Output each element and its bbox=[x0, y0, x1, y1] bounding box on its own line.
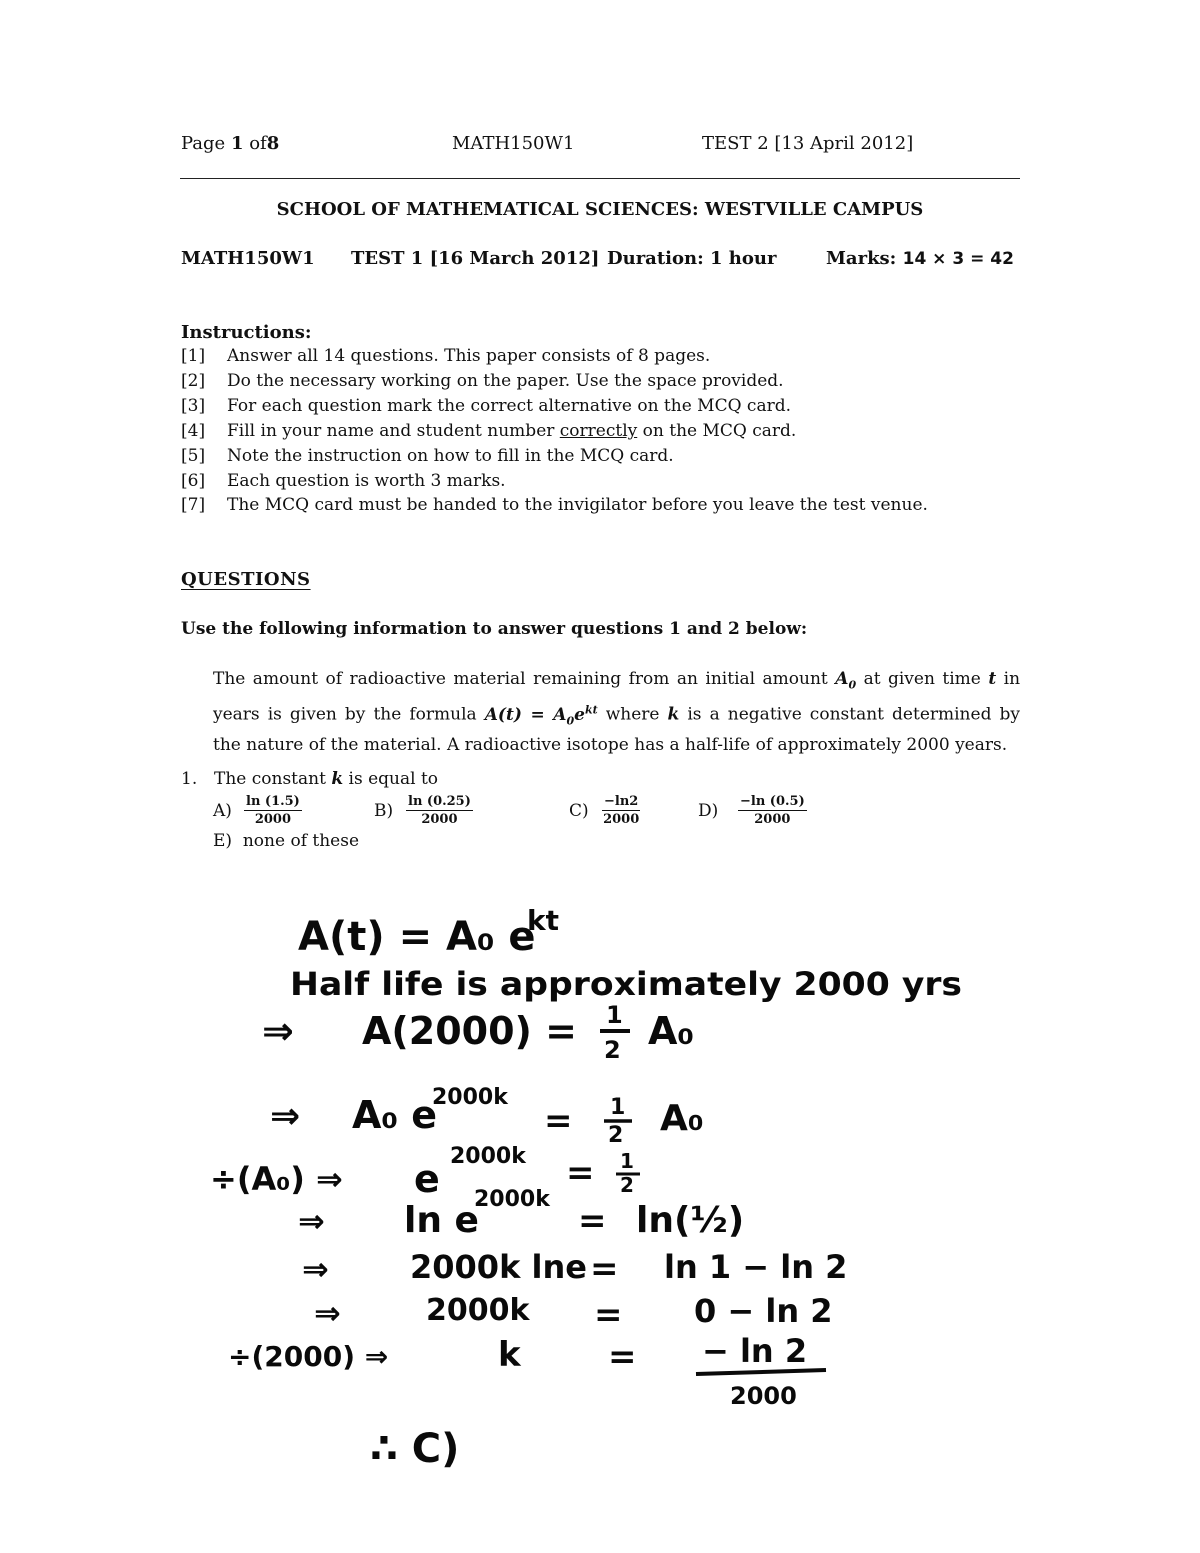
questions-heading: QUESTIONS bbox=[181, 569, 311, 590]
hw-line-4-frac-num: 1 bbox=[610, 1095, 626, 1120]
hw-line-4: A₀ e bbox=[352, 1093, 438, 1137]
instruction-text: Do the necessary working on the paper. Use the space provided. bbox=[227, 371, 784, 391]
hw-line-2: Half life is approximately 2000 yrs bbox=[290, 965, 962, 1003]
question-text-after: is equal to bbox=[348, 769, 439, 789]
option-a-denominator: 2000 bbox=[254, 812, 292, 827]
symbol-t: t bbox=[988, 669, 997, 689]
option-d-label: D) bbox=[698, 801, 719, 821]
symbol-sub: 0 bbox=[848, 678, 857, 692]
hw-line-5-exp: 2000k bbox=[450, 1144, 526, 1169]
hw-line-7-arrow: ⇒ bbox=[302, 1250, 329, 1288]
symbol-A: A bbox=[835, 669, 849, 689]
question-text-before: The constant bbox=[214, 769, 326, 789]
instruction-text-before: Fill in your name and student number bbox=[227, 421, 560, 441]
test-name: TEST 1 [16 March 2012] bbox=[351, 248, 600, 269]
option-e-text: none of these bbox=[242, 831, 360, 851]
formula-e: e bbox=[574, 705, 585, 726]
symbol-k: k bbox=[331, 769, 344, 789]
hw-line-6-arrow: ⇒ bbox=[298, 1202, 325, 1240]
hw-line-6: ln e bbox=[404, 1200, 479, 1241]
instruction-text: Answer all 14 questions. This paper consists of 8 pages. bbox=[227, 346, 711, 366]
hw-line-8-arrow: ⇒ bbox=[314, 1294, 341, 1332]
instruction-num: [3] bbox=[181, 396, 206, 416]
hw-line-5-eq: = bbox=[566, 1153, 595, 1193]
hw-line-7-eq: = bbox=[590, 1249, 619, 1289]
page-current: 1 bbox=[230, 133, 244, 154]
hw-line-1: A(t) = A₀ e bbox=[298, 914, 536, 960]
hw-line-5-op: ÷(A₀) ⇒ bbox=[210, 1160, 343, 1198]
formula-A: A bbox=[553, 705, 567, 726]
option-d-denominator: 2000 bbox=[754, 812, 791, 827]
context-text: where bbox=[605, 705, 660, 726]
page-prefix: Page bbox=[181, 133, 226, 154]
hw-line-9-num: − ln 2 bbox=[702, 1332, 808, 1370]
hw-line-4-arrow: ⇒ bbox=[270, 1096, 301, 1137]
test-duration: Duration: 1 hour bbox=[607, 248, 777, 269]
instruction-text: For each question mark the correct alternative on the MCQ card. bbox=[227, 396, 791, 416]
hw-line-6-eq: = bbox=[578, 1201, 607, 1241]
marks-label: Marks: bbox=[826, 248, 897, 269]
context-text: years is given by the formula bbox=[213, 705, 477, 726]
hw-line-3-rhs: A₀ bbox=[648, 1009, 695, 1053]
hw-line-8: 2000k bbox=[426, 1293, 530, 1328]
question-number: 1. bbox=[181, 769, 198, 789]
option-c-numerator: −ln2 bbox=[604, 794, 639, 809]
hw-line-7-rhs: ln 1 − ln 2 bbox=[664, 1248, 848, 1286]
context-text: is a negative constant determined by bbox=[687, 705, 1020, 726]
instruction-text-after: on the MCQ card. bbox=[637, 421, 797, 441]
header-course: MATH150W1 bbox=[452, 133, 575, 154]
instructions-title: Instructions: bbox=[181, 322, 312, 343]
context-text: in bbox=[1003, 669, 1021, 689]
hw-line-9-eq: = bbox=[608, 1337, 637, 1377]
option-b-label: B) bbox=[374, 801, 394, 821]
test-course: MATH150W1 bbox=[181, 248, 315, 269]
context-text: at given time bbox=[863, 669, 981, 689]
instruction-num: [7] bbox=[181, 495, 206, 515]
hw-line-4-exp: 2000k bbox=[432, 1085, 508, 1110]
option-b-numerator: ln (0.25) bbox=[408, 794, 471, 809]
instruction-text: Note the instruction on how to fill in the MCQ card. bbox=[227, 446, 674, 466]
option-a-numerator: ln (1.5) bbox=[246, 794, 300, 809]
hw-line-5-frac-num: 1 bbox=[620, 1149, 634, 1173]
instruction-num: [2] bbox=[181, 371, 206, 391]
option-e-label: E) bbox=[213, 831, 233, 851]
instruction-text: The MCQ card must be handed to the invigilator before you leave the test venue. bbox=[227, 495, 928, 515]
option-c-label: C) bbox=[569, 801, 589, 821]
school-title: SCHOOL OF MATHEMATICAL SCIENCES: WESTVILLE CAMPUS bbox=[276, 199, 924, 220]
marks-formula: 14 × 3 = 42 bbox=[902, 249, 1014, 269]
page-of: of bbox=[249, 133, 267, 154]
hw-line-9: k bbox=[498, 1335, 521, 1375]
hw-line-7: 2000k lne bbox=[410, 1248, 587, 1286]
hw-line-3-frac-num: 1 bbox=[606, 1001, 623, 1029]
hw-line-8-rhs: 0 − ln 2 bbox=[694, 1292, 833, 1330]
formula-sub: 0 bbox=[566, 714, 575, 728]
hw-line-6-exp: 2000k bbox=[474, 1187, 550, 1212]
context-line-3: the nature of the material. A radioactive isotope has a half-life of approximately 2000 years. bbox=[213, 735, 1008, 756]
hw-line-9-frac-bar bbox=[696, 1370, 826, 1374]
hw-line-3-arrow: ⇒ bbox=[262, 1009, 294, 1053]
symbol-k: k bbox=[667, 705, 680, 726]
formula-lhs: A(t) = bbox=[484, 705, 545, 726]
hw-line-9-op: ÷(2000) ⇒ bbox=[228, 1340, 389, 1373]
hw-line-5-frac-den: 2 bbox=[620, 1173, 634, 1197]
instruction-text: Each question is worth 3 marks. bbox=[227, 471, 506, 491]
hw-line-4-eq: = bbox=[544, 1101, 573, 1141]
header-test-info: TEST 2 [13 April 2012] bbox=[702, 133, 914, 154]
hw-line-6-rhs: ln(½) bbox=[636, 1200, 745, 1241]
hw-line-5: e bbox=[414, 1157, 440, 1201]
instruction-text-underlined: correctly bbox=[559, 421, 638, 441]
hw-line-10: ∴ C) bbox=[370, 1426, 460, 1472]
hw-line-4-frac-den: 2 bbox=[608, 1123, 624, 1148]
context-text: The amount of radioactive material remaining from an initial amount bbox=[213, 669, 828, 689]
hw-line-9-den: 2000 bbox=[730, 1382, 797, 1410]
page-total: 8 bbox=[266, 133, 280, 154]
formula-exp: kt bbox=[584, 703, 598, 717]
hw-line-8-eq: = bbox=[594, 1295, 623, 1335]
hw-line-3-frac-den: 2 bbox=[604, 1036, 621, 1064]
instruction-num: [6] bbox=[181, 471, 206, 491]
hw-line-3: A(2000) = bbox=[362, 1009, 577, 1053]
option-c-denominator: 2000 bbox=[603, 812, 640, 827]
option-d-numerator: −ln (0.5) bbox=[740, 794, 805, 809]
instruction-num: [5] bbox=[181, 446, 206, 466]
hw-line-4-rhs: A₀ bbox=[660, 1098, 704, 1139]
hw-line-1-exp: kt bbox=[527, 904, 560, 937]
instruction-num: [4] bbox=[181, 421, 206, 441]
option-b-denominator: 2000 bbox=[421, 812, 458, 827]
instruction-num: [1] bbox=[181, 346, 206, 366]
use-info-text: Use the following information to answer questions 1 and 2 below: bbox=[181, 619, 808, 639]
option-a-label: A) bbox=[213, 801, 232, 821]
